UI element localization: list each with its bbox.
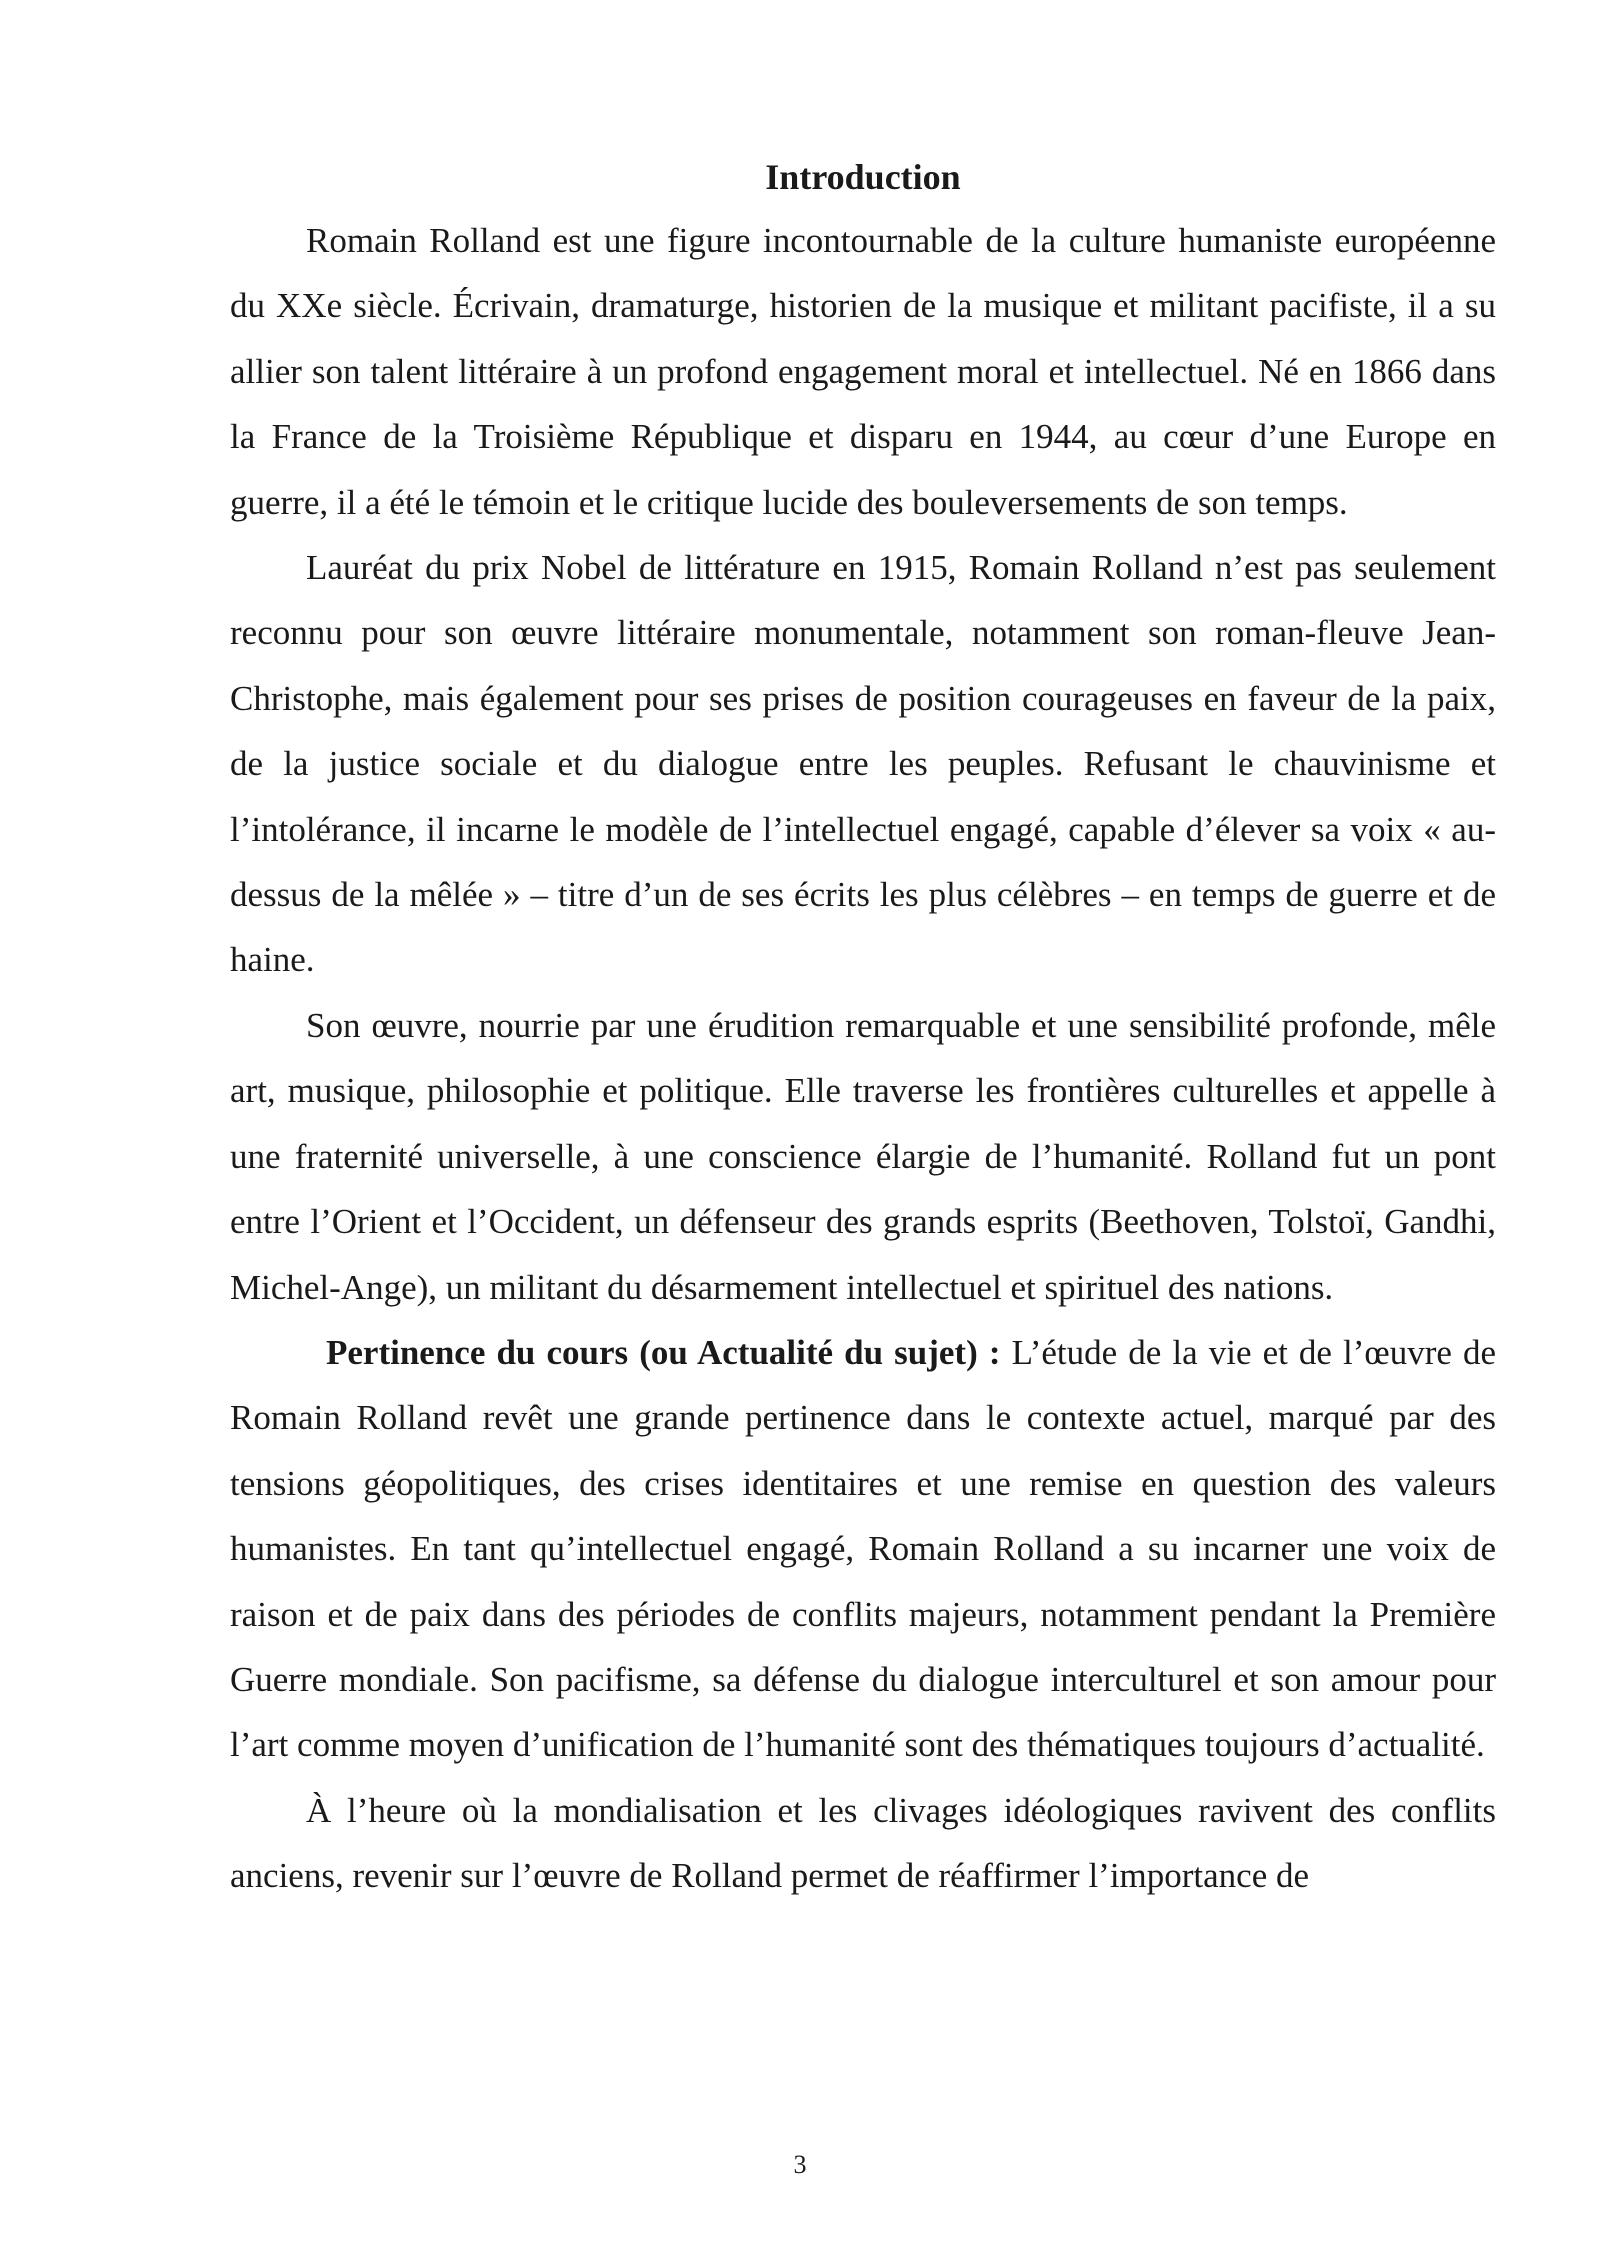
pertinence-text: L’étude de la vie et de l’œuvre de Romain Rolland revêt une grande pertinence dans le contexte actuel, marqué par des tensions géopolitiques, des crises identitaires et une remise en question des valeurs humanistes. En tant qu’intellectuel engagé, Romain Rolland a su incarner une voix de raison et de paix dans des périodes de conflits majeurs, notamment pendant la Première Guerre mondiale. Son pacifisme, sa défense du dialogue interculturel et son amour pour l’art comme moyen d’unification de l’humanité sont des thématiques toujours d’actualité.	[230, 1332, 1497, 1765]
pertinence-heading: Pertinence du cours (ou Actualité du sujet) :	[326, 1332, 1001, 1372]
closing-paragraph: À l’heure où la mondialisation et les clivages idéologiques ravivent des conflits anciens, revenir sur l’œuvre de Rolland permet de réaffirmer l’importance de	[230, 1790, 1496, 1896]
page-content	[230, 146, 1496, 1909]
paragraph-2: Lauréat du prix Nobel de littérature en 1915, Romain Rolland n’est pas seulement reconnu pour son œuvre littéraire monumentale, notamment son roman-fleuve Jean-Christophe, mais également pour ses prises de position courageuses en faveur de la paix, de la justice sociale et du dialogue entre les peuples. Refusant le chauvinisme et l’intolérance, il incarne le modèle de l’intellectuel engagé, capable d’élever sa voix « au-dessus de la mêlée » – titre d’un de ses écrits les plus célèbres – en temps de guerre et de haine.	[230, 548, 1496, 980]
paragraph-1: Romain Rolland est une figure incontournable de la culture humaniste européenne du XXe siècle. Écrivain, dramaturge, historien de la musique et militant pacifiste, il a su allier son talent littéraire à un profond engagement moral et intellectuel. Né en 1866 dans la France de la Troisième République et disparu en 1944, au cœur d’une Europe en guerre, il a été le témoin et le critique lucide des bouleversements de son temps.	[230, 221, 1496, 522]
pertinence-paragraph	[230, 1320, 1496, 1778]
page-number: 3	[793, 2150, 807, 2179]
paragraph-3: Son œuvre, nourrie par une érudition remarquable et une sensibilité profonde, mêle art, musique, philosophie et politique. Elle traverse les frontières culturelles et appelle à une fraternité universelle, à une conscience élargie de l’humanité. Rolland fut un pont entre l’Orient et l’Occident, un défenseur des grands esprits (Beethoven, Tolstoï, Gandhi, Michel-Ange), un militant du désarmement intellectuel et spirituel des nations.	[230, 1005, 1496, 1307]
section-title: Introduction	[765, 157, 961, 197]
